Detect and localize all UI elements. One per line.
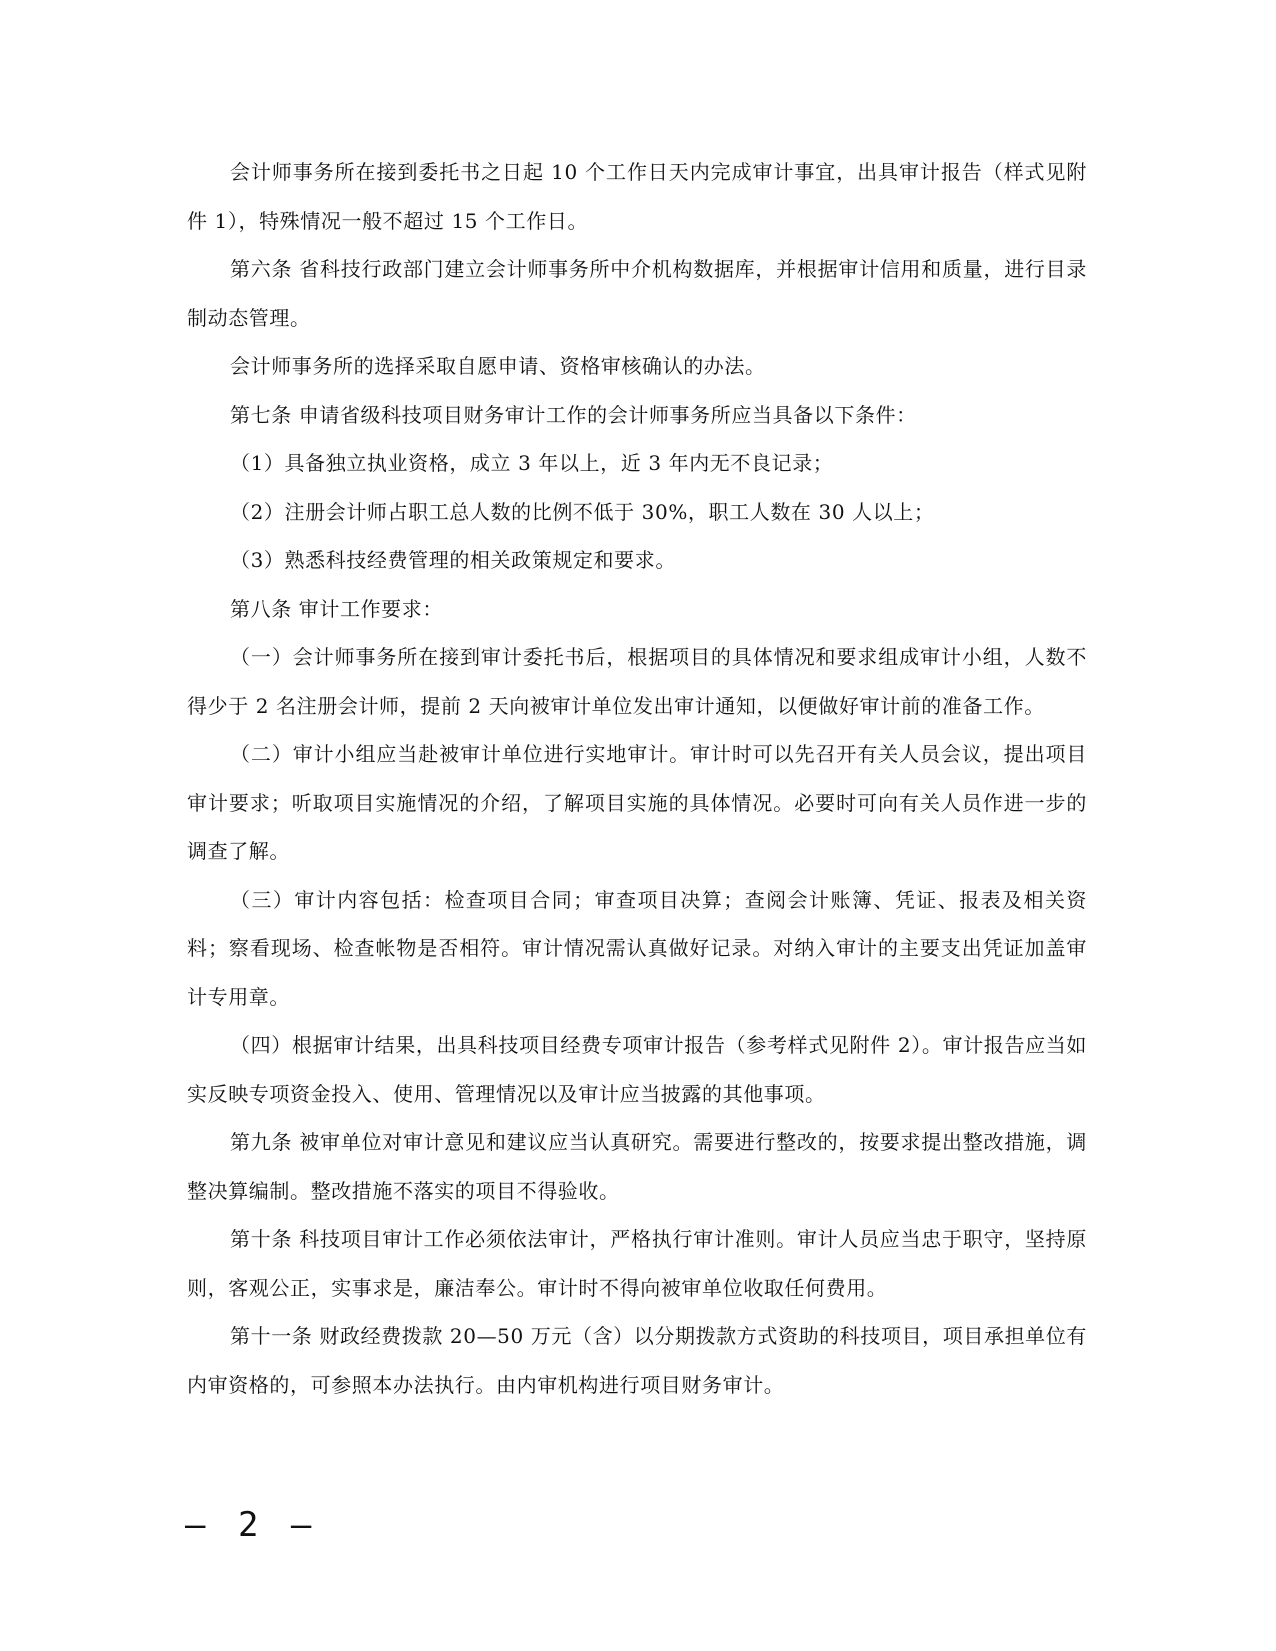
- paragraph-requirement-1: （一）会计师事务所在接到审计委托书后，根据项目的具体情况和要求组成审计小组，人数不得少于 2 名注册会计师，提前 2 天向被审计单位发出审计通知，以便做好审计前的准备工作。: [187, 645, 1087, 718]
- paragraph-requirement-4: （四）根据审计结果，出具科技项目经费专项审计报告（参考样式见附件 2）。审计报告应当如实反映专项资金投入、使用、管理情况以及审计应当披露的其他事项。: [187, 1033, 1087, 1106]
- paragraph-article-10: 第十条 科技项目审计工作必须依法审计，严格执行审计准则。审计人员应当忠于职守，坚持原则，客观公正，实事求是，廉洁奉公。审计时不得向被审单位收取任何费用。: [187, 1227, 1087, 1300]
- paragraph-article-7: 第七条 申请省级科技项目财务审计工作的会计师事务所应当具备以下条件：: [230, 402, 917, 427]
- paragraph-article-6: 第六条 省科技行政部门建立会计师事务所中介机构数据库，并根据审计信用和质量，进行目录制动态管理。: [187, 257, 1087, 330]
- paragraph-requirement-2: （二）审计小组应当赴被审计单位进行实地审计。审计时可以先召开有关人员会议，提出项目审计要求；听取项目实施情况的介绍，了解项目实施的具体情况。必要时可向有关人员作进一步的调查了解。: [187, 742, 1087, 863]
- paragraph-condition-1: （1）具备独立执业资格，成立 3 年以上，近 3 年内无不良记录；: [230, 451, 834, 475]
- document-body: [187, 148, 1087, 1409]
- paragraph-condition-2: （2）注册会计师占职工总人数的比例不低于 30%，职工人数在 30 人以上；: [230, 499, 935, 524]
- paragraph-audit-deadline: 会计师事务所在接到委托书之日起 10 个工作日天内完成审计事宜，出具审计报告（样式见附件 1），特殊情况一般不超过 15 个工作日。: [187, 160, 1087, 233]
- paragraph-article-8: 第八条 审计工作要求：: [230, 596, 443, 621]
- paragraph-article-9: 第九条 被审单位对审计意见和建议应当认真研究。需要进行整改的，按要求提出整改措施，调整决算编制。整改措施不落实的项目不得验收。: [187, 1130, 1087, 1203]
- paragraph-selection-method: 会计师事务所的选择采取自愿申请、资格审核确认的办法。: [230, 354, 766, 378]
- paragraph-condition-3: （3）熟悉科技经费管理的相关政策规定和要求。: [230, 548, 676, 572]
- paragraph-article-11: 第十一条 财政经费拨款 20—50 万元（含）以分期拨款方式资助的科技项目，项目承担单位有内审资格的，可参照本办法执行。由内审机构进行项目财务审计。: [187, 1324, 1087, 1397]
- paragraph-requirement-3: （三）审计内容包括：检查项目合同；审查项目决算；查阅会计账簿、凭证、报表及相关资料；察看现场、检查帐物是否相符。审计情况需认真做好记录。对纳入审计的主要支出凭证加盖审计专用章。: [187, 887, 1087, 1009]
- page-number: — 2 —: [185, 1505, 318, 1545]
